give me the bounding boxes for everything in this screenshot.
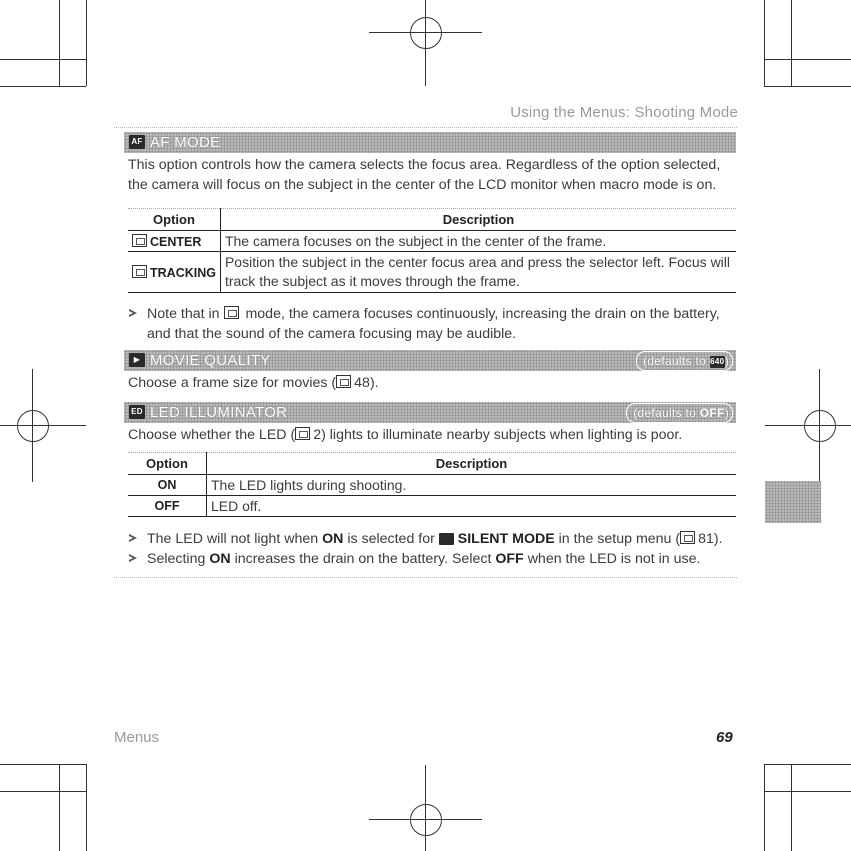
defaults-prefix: (defaults to	[633, 406, 697, 420]
page-reference: 81	[698, 531, 714, 547]
crop-mark	[86, 0, 87, 86]
note-text-part: Selecting	[147, 551, 206, 567]
defaults-suffix: )	[724, 406, 729, 420]
af-mode-table	[128, 208, 736, 293]
crop-mark	[764, 0, 765, 86]
led-illuminator-table	[128, 452, 736, 517]
note-text-part: increases the drain on the battery. Select	[234, 551, 492, 567]
tracking-focus-icon	[224, 306, 239, 319]
description-cell: Position the subject in the center focus area and press the selector left. Focus will track the subject as it moves through the frame.	[220, 252, 736, 293]
option-cell: ON	[128, 475, 207, 496]
af-mode-intro: This option controls how the camera selects the focus area. Regardless of the option selected, the camera will focus on the subject in the center of the LCD monitor when macro mode is on.	[128, 157, 721, 193]
note-text-part: is selected for	[347, 531, 435, 547]
af-mode-note	[128, 304, 740, 346]
table-header-row	[128, 453, 736, 475]
book-reference-icon	[295, 427, 310, 440]
led-note	[128, 549, 740, 569]
note-text-part: ).	[713, 531, 723, 547]
led-illuminator-heading	[124, 402, 736, 423]
note-bullet-icon	[128, 553, 138, 563]
crop-mark	[0, 791, 86, 792]
page-reference: 2	[313, 427, 322, 443]
note-bullet-icon	[128, 308, 138, 318]
note-text-part: mode, the camera focuses continuously, increasing the drain on the battery, and that the sound of the camera focusing may be audible.	[147, 306, 720, 342]
note-bold-term: SILENT MODE	[457, 531, 555, 547]
note-text-part: in the setup menu (	[558, 531, 681, 547]
af-mode-heading	[124, 132, 736, 153]
column-header-option: Option	[128, 453, 207, 475]
crop-mark	[0, 764, 86, 765]
table-row	[128, 496, 736, 517]
movie-quality-title: MOVIE QUALITY	[150, 352, 271, 369]
description-cell: The LED lights during shooting.	[207, 475, 737, 496]
footer-section-name: Menus	[114, 729, 160, 746]
camera-af-icon: AF	[129, 135, 145, 149]
option-label: TRACKING	[150, 265, 216, 280]
bottom-rule	[114, 577, 737, 578]
crop-mark	[59, 764, 60, 851]
book-reference-icon	[336, 375, 351, 388]
note-bold-term: ON	[209, 551, 231, 567]
option-cell: OFF	[128, 496, 207, 517]
table-row	[128, 231, 736, 252]
description-part: Choose a frame size for movies (	[128, 375, 337, 391]
note-text-part: Note that in	[147, 306, 220, 322]
movie-quality-heading	[124, 350, 736, 371]
column-header-description: Description	[220, 209, 736, 231]
chapter-thumb-tab	[765, 481, 821, 523]
note-bold-term: ON	[322, 531, 344, 547]
running-header: Using the Menus: Shooting Mode	[510, 104, 738, 121]
led-illuminator-title: LED ILLUMINATOR	[150, 404, 288, 421]
table-header-row	[128, 209, 736, 231]
column-header-option: Option	[128, 209, 220, 231]
defaults-value: OFF	[699, 406, 725, 420]
movie-icon: ▶	[129, 353, 145, 367]
crop-mark	[0, 86, 86, 87]
registration-circle	[410, 804, 442, 836]
registration-circle	[804, 410, 836, 442]
crop-mark	[791, 0, 792, 86]
book-reference-icon	[680, 531, 695, 544]
crop-mark	[764, 86, 851, 87]
crop-mark	[764, 791, 851, 792]
crop-mark	[0, 59, 86, 60]
note-text-part: The LED will not light when	[147, 531, 319, 547]
note-text	[147, 549, 740, 569]
description-cell: LED off.	[207, 496, 737, 517]
description-part: ).	[369, 375, 379, 391]
led-icon: ED	[129, 405, 145, 419]
note-text-part: when the LED is not in use.	[527, 551, 701, 567]
af-mode-title: AF MODE	[150, 134, 221, 151]
crop-mark	[791, 764, 792, 851]
defaults-badge	[636, 351, 733, 371]
description-part: Choose whether the LED (	[128, 427, 296, 443]
header-rule	[114, 127, 737, 128]
crop-mark	[764, 764, 765, 851]
silent-mode-icon	[439, 533, 454, 545]
option-cell	[128, 231, 220, 252]
note-bullet-icon	[128, 533, 138, 543]
note-bold-term: OFF	[495, 551, 524, 567]
movie-quality-description	[128, 373, 379, 393]
description-part: ) lights to illuminate nearby subjects when lighting is poor.	[321, 427, 683, 443]
crop-mark	[86, 764, 87, 851]
defaults-badge	[626, 403, 733, 423]
note-text	[147, 304, 740, 344]
page-reference: 48	[354, 375, 370, 391]
option-label: CENTER	[150, 234, 202, 249]
note-text	[147, 529, 740, 549]
registration-circle	[17, 410, 49, 442]
crop-mark	[764, 764, 851, 765]
led-note	[128, 529, 740, 549]
registration-circle	[410, 17, 442, 49]
tracking-focus-icon	[132, 265, 147, 278]
crop-mark	[764, 59, 851, 60]
table-row	[128, 475, 736, 496]
column-header-description: Description	[207, 453, 737, 475]
led-illuminator-description	[128, 425, 682, 445]
defaults-value: 640	[710, 356, 725, 366]
crop-mark	[59, 0, 60, 86]
defaults-suffix: )	[724, 354, 729, 368]
table-row	[128, 252, 736, 293]
defaults-prefix: (defaults to	[643, 354, 707, 368]
page-number: 69	[716, 729, 733, 746]
option-cell	[128, 252, 220, 293]
description-cell: The camera focuses on the subject in the center of the frame.	[220, 231, 736, 252]
center-focus-icon	[132, 234, 147, 247]
